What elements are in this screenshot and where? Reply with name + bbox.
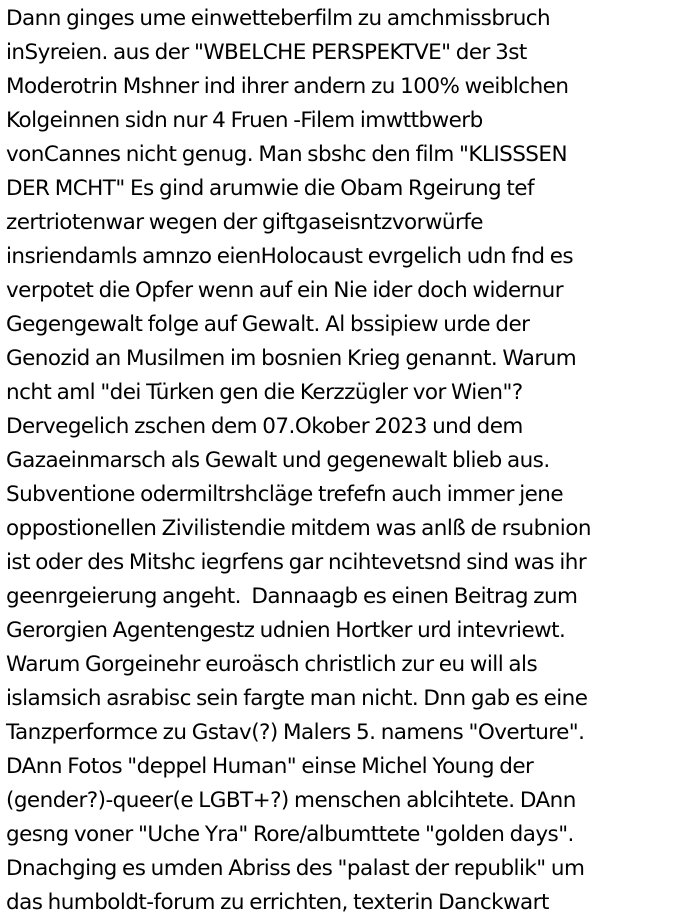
text-line: DAnn Fotos "deppel Human" einse Michel Young der	[6, 754, 534, 779]
text-line: Gerorgien Agentengestz udnien Hortker urd intevriewt.	[6, 618, 566, 643]
text-line: DER MCHT" Es gind arumwie die Obam Rgeirung tef	[6, 176, 534, 201]
text-line: Dann ginges ume einwetteberfilm zu amchmissbruch	[6, 6, 551, 31]
text-line: das humboldt-forum zu errichten, texterin Danckwart	[6, 890, 549, 915]
text-line: (gender?)-queer(e LGBT+?) menschen ablcihtete. DAnn	[6, 788, 576, 813]
text-line: Kolgeinnen sidn nur 4 Fruen -Filem imwttbwerb	[6, 108, 483, 133]
text-line: Dervegelich zschen dem 07.Okober 2023 und dem	[6, 414, 523, 439]
text-line: Warum Gorgeinehr euroäsch christlich zur eu will als	[6, 652, 538, 677]
text-line: vonCannes nicht genug. Man sbshc den film "KLISSSEN	[6, 142, 567, 167]
text-line: Subventione odermiltrshcläge trefefn auch immer jene	[6, 482, 564, 507]
text-line: gesng voner "Uche Yra" Rore/albumttete "golden days".	[6, 822, 574, 847]
text-line: verpotet die Opfer wenn auf ein Nie ider doch widernur	[6, 278, 564, 303]
text-line: Gegengewalt folge auf Gewalt. Al bssipiew urde der	[6, 312, 530, 337]
text-line: ncht aml "dei Türken gen die Kerzzügler vor Wien"?	[6, 380, 523, 405]
text-line: Tanzperformce zu Gstav(?) Malers 5. namens "Overture".	[6, 720, 585, 745]
text-line: insriendamls amnzo eienHolocaust evrgelich udn fnd es	[6, 244, 574, 269]
text-line: zertriotenwar wegen der giftgaseisntzvorwürfe	[6, 210, 483, 235]
text-line: islamsich asrabisc sein fargte man nicht. Dnn gab es eine	[6, 686, 588, 711]
text-line: geenrgeierung angeht. Dannaagb es einen Beitrag zum	[6, 584, 578, 609]
text-line: Dnachging es umden Abriss des "palast der republik" um	[6, 856, 585, 881]
text-line: Genozid an Musilmen im bosnien Krieg genannt. Warum	[6, 346, 577, 371]
text-line: Gazaeinmarsch als Gewalt und gegenewalt blieb aus.	[6, 448, 550, 473]
text-line: oppostionellen Zivilistendie mitdem was anlß de rsubnion	[6, 516, 591, 541]
document-body	[6, 2, 682, 920]
text-line: inSyreien. aus der "WBELCHE PERSPEKTVE" der 3st	[6, 40, 527, 65]
text-line: ist oder des Mitshc iegrfens gar ncihtevetsnd sind was ihr	[6, 550, 587, 575]
text-line: Moderotrin Mshner ind ihrer andern zu 100% weiblchen	[6, 74, 569, 99]
